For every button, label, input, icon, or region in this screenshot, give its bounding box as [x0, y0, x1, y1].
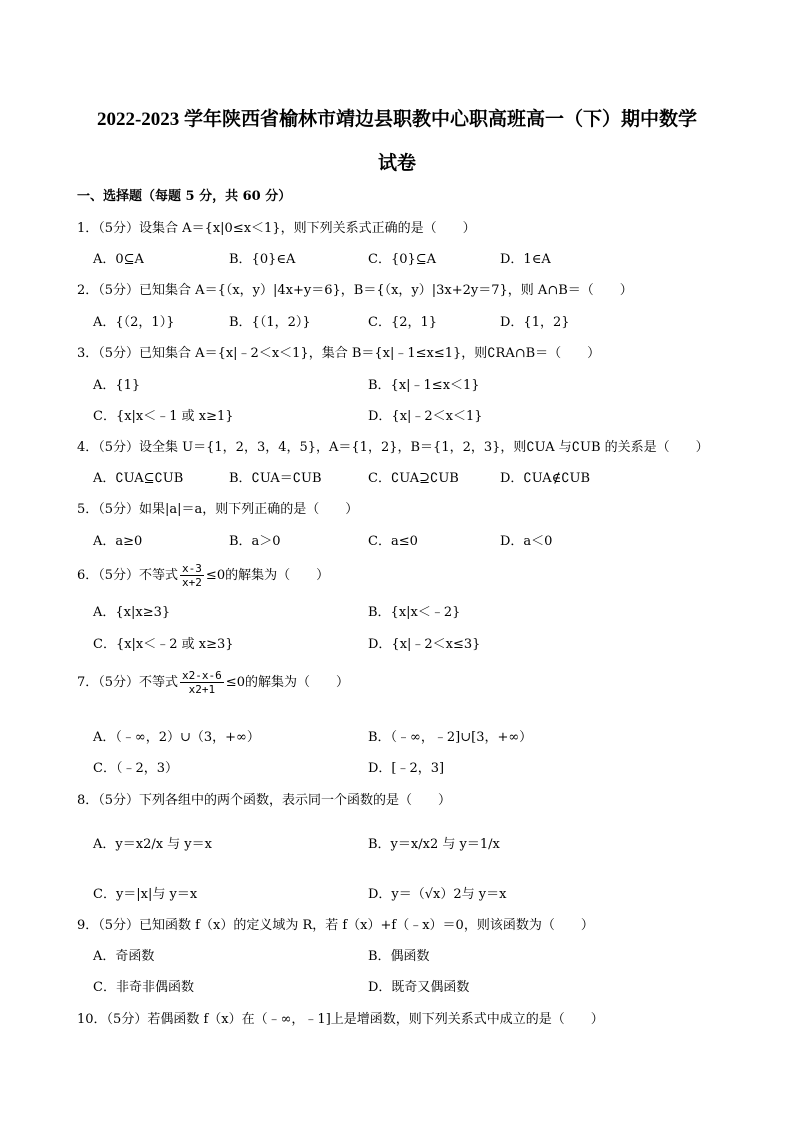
q9-option-d: D．既奇又偶函数	[368, 980, 470, 995]
q6-option-d: D．{x|﹣2＜x≤3}	[368, 637, 481, 652]
q6-stem-prefix: 6．（5分）不等式	[77, 568, 179, 583]
q9-option-b: B．偶函数	[368, 949, 430, 964]
q5-option-d: D．a＜0	[500, 534, 553, 549]
q7-stem-suffix: ≤0的解集为（ ）	[225, 675, 349, 690]
q6-option-c: C．{x|x＜﹣2 或 x≥3}	[93, 637, 234, 652]
q4-option-a: A．∁UA⊆∁UB	[93, 471, 184, 486]
q6-fraction-denominator: x+2	[182, 576, 202, 589]
q4-option-c: C．∁UA⊇∁UB	[368, 471, 459, 486]
q8-option-b: B．y＝x/x2 与 y＝1/x	[368, 837, 500, 852]
q5-option-c: C．a≤0	[368, 534, 418, 549]
q7-option-c: C．（﹣2，3）	[93, 761, 178, 776]
q8-option-c: C．y＝|x|与 y＝x	[93, 887, 198, 902]
question-10-stem: 10．（5分）若偶函数 f（x）在（﹣∞，﹣1]上是增函数，则下列关系式中成立的是（ ）	[77, 1012, 604, 1027]
q7-option-a: A．（﹣∞，2）∪（3，+∞）	[93, 730, 260, 745]
q6-option-b: B．{x|x＜﹣2}	[368, 605, 461, 620]
q1-option-d: D．1∈A	[500, 252, 551, 267]
q3-option-c: C．{x|x＜﹣1 或 x≥1}	[93, 409, 234, 424]
q4-option-d: D．∁UA∉∁UB	[500, 471, 591, 486]
q4-option-b: B．∁UA＝∁UB	[229, 471, 322, 486]
exam-title-line1: 2022-2023 学年陕西省榆林市靖边县职教中心职高班高一（下）期中数学	[96, 109, 698, 130]
question-2-stem: 2．（5分）已知集合 A＝{（x，y）|4x+y＝6}，B＝{（x，y）|3x+2y＝7}，则 A∩B＝（ ）	[77, 283, 633, 298]
question-1-stem: 1．（5分）设集合 A＝{x|0≤x＜1}，则下列关系式正确的是（ ）	[77, 221, 476, 236]
section-heading: 一、选择题（每题 5 分，共 60 分）	[77, 189, 292, 204]
q5-option-a: A．a≥0	[93, 534, 143, 549]
q9-option-c: C．非奇非偶函数	[93, 980, 194, 995]
q1-option-a: A．0⊆A	[93, 252, 144, 267]
question-3-stem: 3．（5分）已知集合 A＝{x|﹣2＜x＜1}，集合 B＝{x|﹣1≤x≤1}，则∁RA∩B＝（ ）	[77, 346, 601, 361]
question-6-stem	[77, 562, 329, 589]
q5-option-b: B．a＞0	[229, 534, 281, 549]
q7-fraction-numerator: x2-x-6	[182, 669, 222, 682]
q2-option-a: A．{（2，1）}	[93, 315, 175, 330]
q7-fraction-denominator: x2+1	[188, 683, 216, 696]
q2-option-b: B．{（1，2）}	[229, 315, 311, 330]
q2-option-d: D．{1，2}	[500, 315, 570, 330]
question-5-stem: 5．（5分）如果|a|＝a，则下列正确的是（ ）	[77, 502, 359, 517]
q2-option-c: C．{2，1}	[368, 315, 438, 330]
q7-fraction	[180, 669, 224, 696]
q6-fraction	[180, 562, 204, 589]
q6-stem-suffix: ≤0的解集为（ ）	[205, 568, 330, 583]
exam-title-line2: 试卷	[377, 153, 416, 174]
q3-option-a: A．{1}	[93, 378, 141, 393]
q9-option-a: A．奇函数	[93, 949, 155, 964]
q3-option-b: B．{x|﹣1≤x＜1}	[368, 378, 480, 393]
q8-option-a: A．y＝x2/x 与 y＝x	[93, 837, 212, 852]
q1-option-c: C．{0}⊆A	[368, 252, 437, 267]
question-9-stem: 9．（5分）已知函数 f（x）的定义域为 R，若 f（x）+f（﹣x）＝0，则该函数为（ ）	[77, 918, 594, 933]
q7-option-d: D．[﹣2，3]	[368, 761, 445, 776]
q6-option-a: A．{x|x≥3}	[93, 605, 171, 620]
q8-option-d: D．y＝（√x）2与 y＝x	[368, 887, 507, 902]
q1-option-b: B．{0}∈A	[229, 252, 296, 267]
q7-stem-prefix: 7．（5分）不等式	[77, 675, 179, 690]
question-7-stem	[77, 669, 349, 696]
q7-option-b: B．（﹣∞，﹣2]∪[3，+∞）	[368, 730, 533, 745]
question-4-stem: 4．（5分）设全集 U＝{1，2，3，4，5}，A＝{1，2}，B＝{1，2，3}，则∁UA 与∁UB 的关系是（ ）	[77, 440, 709, 455]
q6-fraction-numerator: x-3	[182, 562, 202, 575]
q3-option-d: D．{x|﹣2＜x＜1}	[368, 409, 483, 424]
question-8-stem: 8．（5分）下列各组中的两个函数，表示同一个函数的是（ ）	[77, 793, 452, 808]
